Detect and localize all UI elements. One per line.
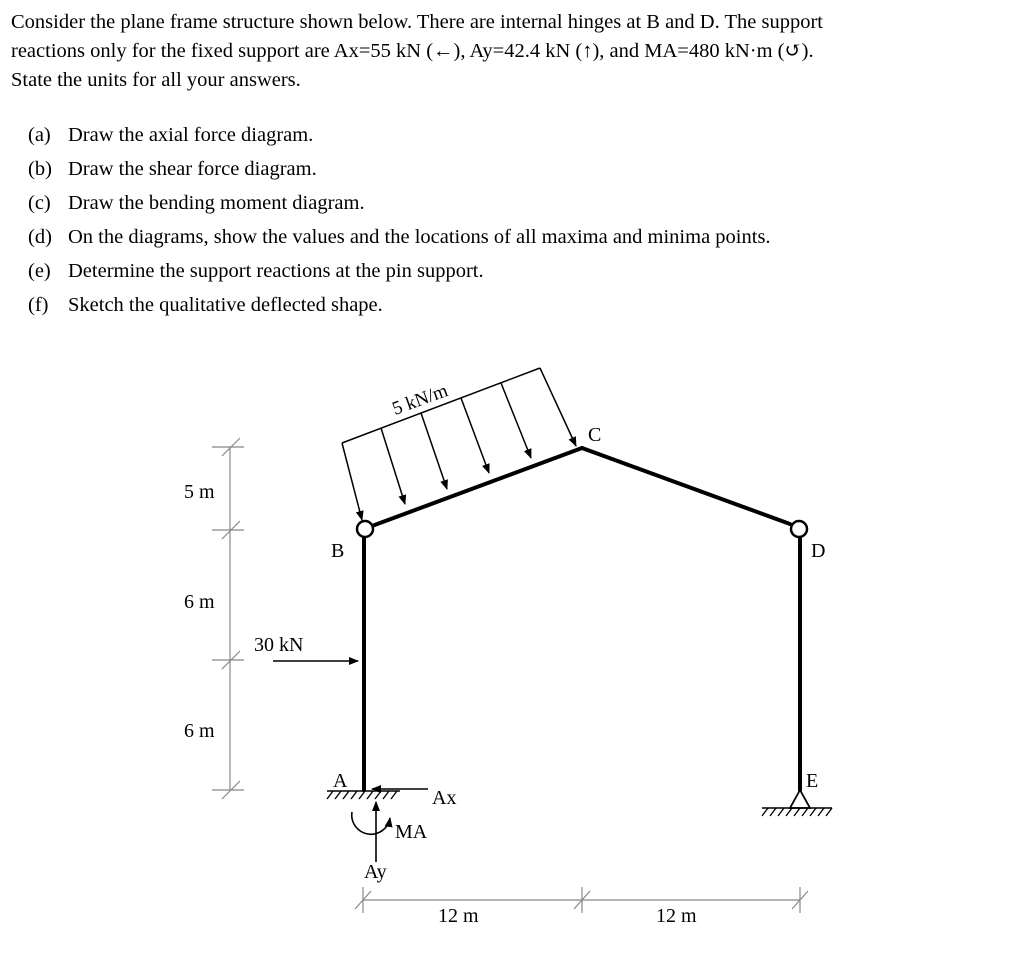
node-e-label: E <box>806 770 819 792</box>
task-text: Draw the bending moment diagram. <box>68 192 365 214</box>
node-b-label: B <box>331 540 345 562</box>
distributed-load <box>342 368 576 520</box>
dim-12m-label-right: 12 m <box>656 905 697 927</box>
dim-6m-label-upper: 6 m <box>184 591 215 613</box>
reaction-ax-label: Ax <box>432 787 457 809</box>
rafter-bc <box>372 448 582 526</box>
vertical-dimension <box>212 438 244 799</box>
task-label: (f) <box>28 294 49 316</box>
fixed-support-a <box>327 791 400 799</box>
dim-6m-label-lower: 6 m <box>184 720 215 742</box>
pin-support-e <box>762 790 832 816</box>
task-text: Draw the shear force diagram. <box>68 158 317 180</box>
rafter-cd <box>582 448 790 524</box>
reaction-ma-arrow <box>352 812 390 834</box>
reaction-ay-label: Ay <box>364 861 387 883</box>
task-label: (d) <box>28 226 52 248</box>
task-label: (b) <box>28 158 52 180</box>
task-text: Draw the axial force diagram. <box>68 124 314 146</box>
node-a-label: A <box>333 770 348 792</box>
node-c-label: C <box>588 424 602 446</box>
dim-12m-label-left: 12 m <box>438 905 479 927</box>
distributed-load-label: 5 kN/m <box>389 380 451 420</box>
horizontal-dimension <box>355 887 808 913</box>
statement-line-1: Consider the plane frame structure shown below. There are internal hinges at B and D. The support <box>11 11 823 33</box>
task-text: Sketch the qualitative deflected shape. <box>68 294 383 316</box>
node-d-label: D <box>811 540 826 562</box>
task-text: Determine the support reactions at the pin support. <box>68 260 484 282</box>
task-label: (a) <box>28 124 51 146</box>
statement-line-3: State the units for all your answers. <box>11 69 301 91</box>
task-label: (e) <box>28 260 51 282</box>
statement-line-2: reactions only for the fixed support are Ax=55 kN (←), Ay=42.4 kN (↑), and MA=480 kN·m (↺). <box>11 40 814 62</box>
task-text: On the diagrams, show the values and the locations of all maxima and minima points. <box>68 226 771 248</box>
hinge-d <box>791 521 807 537</box>
frame-members <box>364 448 800 790</box>
reaction-ma-label: MA <box>395 821 428 843</box>
point-load-label: 30 kN <box>254 634 304 656</box>
hinge-b <box>357 521 373 537</box>
task-label: (c) <box>28 192 51 214</box>
dim-5m-label: 5 m <box>184 481 215 503</box>
